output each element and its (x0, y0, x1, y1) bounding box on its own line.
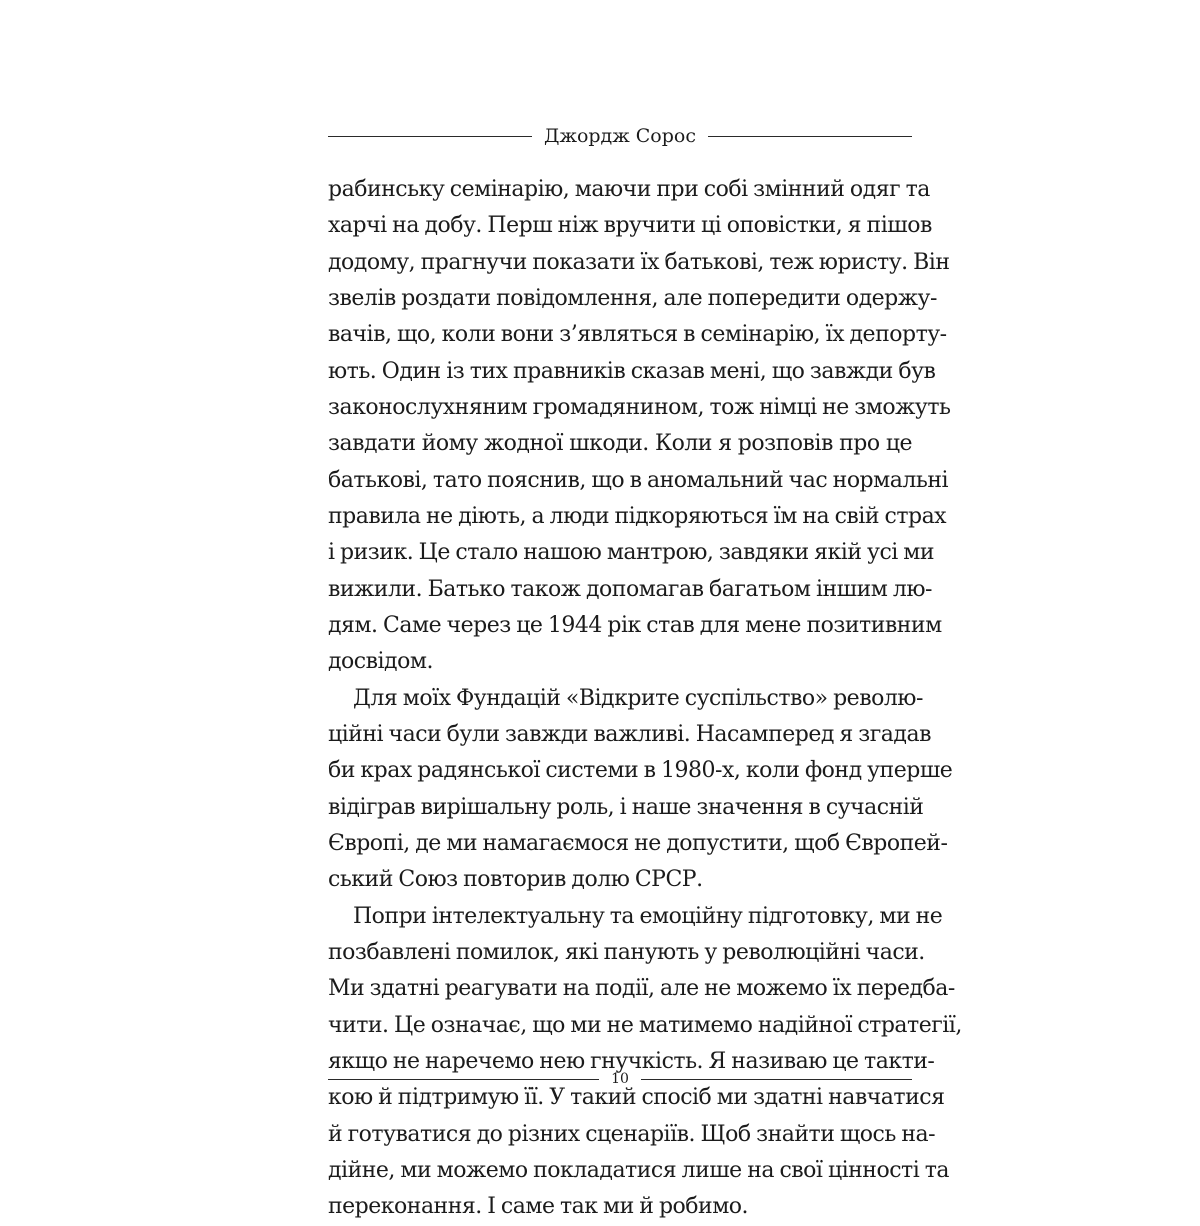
text-line: би крах радянської системи в 1980-х, коли фонд уперше (328, 758, 953, 784)
footer-rule-left (328, 1079, 599, 1080)
text-line: якщо не наречемо нею гнучкість. Я називаю це такти- (328, 1048, 935, 1074)
text-line: досвідом. (328, 649, 433, 675)
text-line: батькові, тато пояснив, що в аномальний час нормальні (328, 467, 949, 493)
text-line: відіграв вирішальну роль, і наше значення в сучасній (328, 794, 924, 820)
text-line: кою й підтримую її. У такий спосіб ми здатні навчатися (328, 1085, 945, 1111)
text-line: й готуватися до різних сценаріїв. Щоб знайти щось на- (328, 1121, 936, 1147)
text-line: переконання. І саме так ми й робимо. (328, 1194, 749, 1220)
text-line: дям. Саме через це 1944 рік став для мене позитивним (328, 612, 942, 638)
text-line: рабинську семінарію, маючи при собі змінний одяг та (328, 177, 930, 202)
text-line: Європі, де ми намагаємося не допустити, щоб Європей- (328, 830, 948, 856)
text-line: вижили. Батько також допомагав багатьом іншим лю- (328, 576, 932, 602)
header-rule-left (328, 136, 532, 137)
text-line: і ризик. Це стало нашою мантрою, завдяки якій усі ми (328, 540, 935, 566)
text-line: чити. Це означає, що ми не матимемо надійної стратегії, (328, 1012, 962, 1038)
text-line: позбавлені помилок, які панують у революційні часи. (328, 939, 925, 965)
text-line: ють. Один із тих правників сказав мені, що завжди був (328, 358, 936, 384)
text-line: ський Союз повторив долю СРСР. (328, 867, 703, 893)
text-line: законослухняним громадянином, тож німці не зможуть (328, 394, 951, 420)
running-header (328, 122, 912, 150)
text-line: ційні часи були завжди важливі. Насамперед я згадав (328, 721, 931, 747)
text-line: додому, прагнучи показати їх батькові, теж юристу. Він (328, 249, 950, 275)
text-line: харчі на добу. Перш ніж вручити ці оповістки, я пішов (328, 213, 932, 239)
text-line: правила не діють, а люди підкоряються їм на свій страх (328, 503, 947, 529)
page-footer (328, 1066, 912, 1092)
footer-rule-right (641, 1079, 912, 1080)
text-line: вачів, що, коли вони з’являться в семінарію, їх депорту- (328, 322, 947, 348)
text-line: Попри інтелектуальну та емоційну підготовку, ми не (353, 903, 943, 929)
text-line: дійне, ми можемо покладатися лише на свої цінності та (328, 1157, 950, 1183)
text-line: звелів роздати повідомлення, але попередити одержу- (328, 285, 937, 311)
text-line: Для моїх Фундацій «Відкрите суспільство» револю- (353, 685, 923, 711)
running-header-title: Джордж Сорос (544, 125, 696, 147)
text-line: завдати йому жодної шкоди. Коли я розповів про це (328, 431, 912, 457)
header-rule-right (708, 136, 912, 137)
text-line: Ми здатні реагувати на події, але не можемо їх передба- (328, 976, 955, 1002)
page-number: 10 (611, 1071, 629, 1087)
